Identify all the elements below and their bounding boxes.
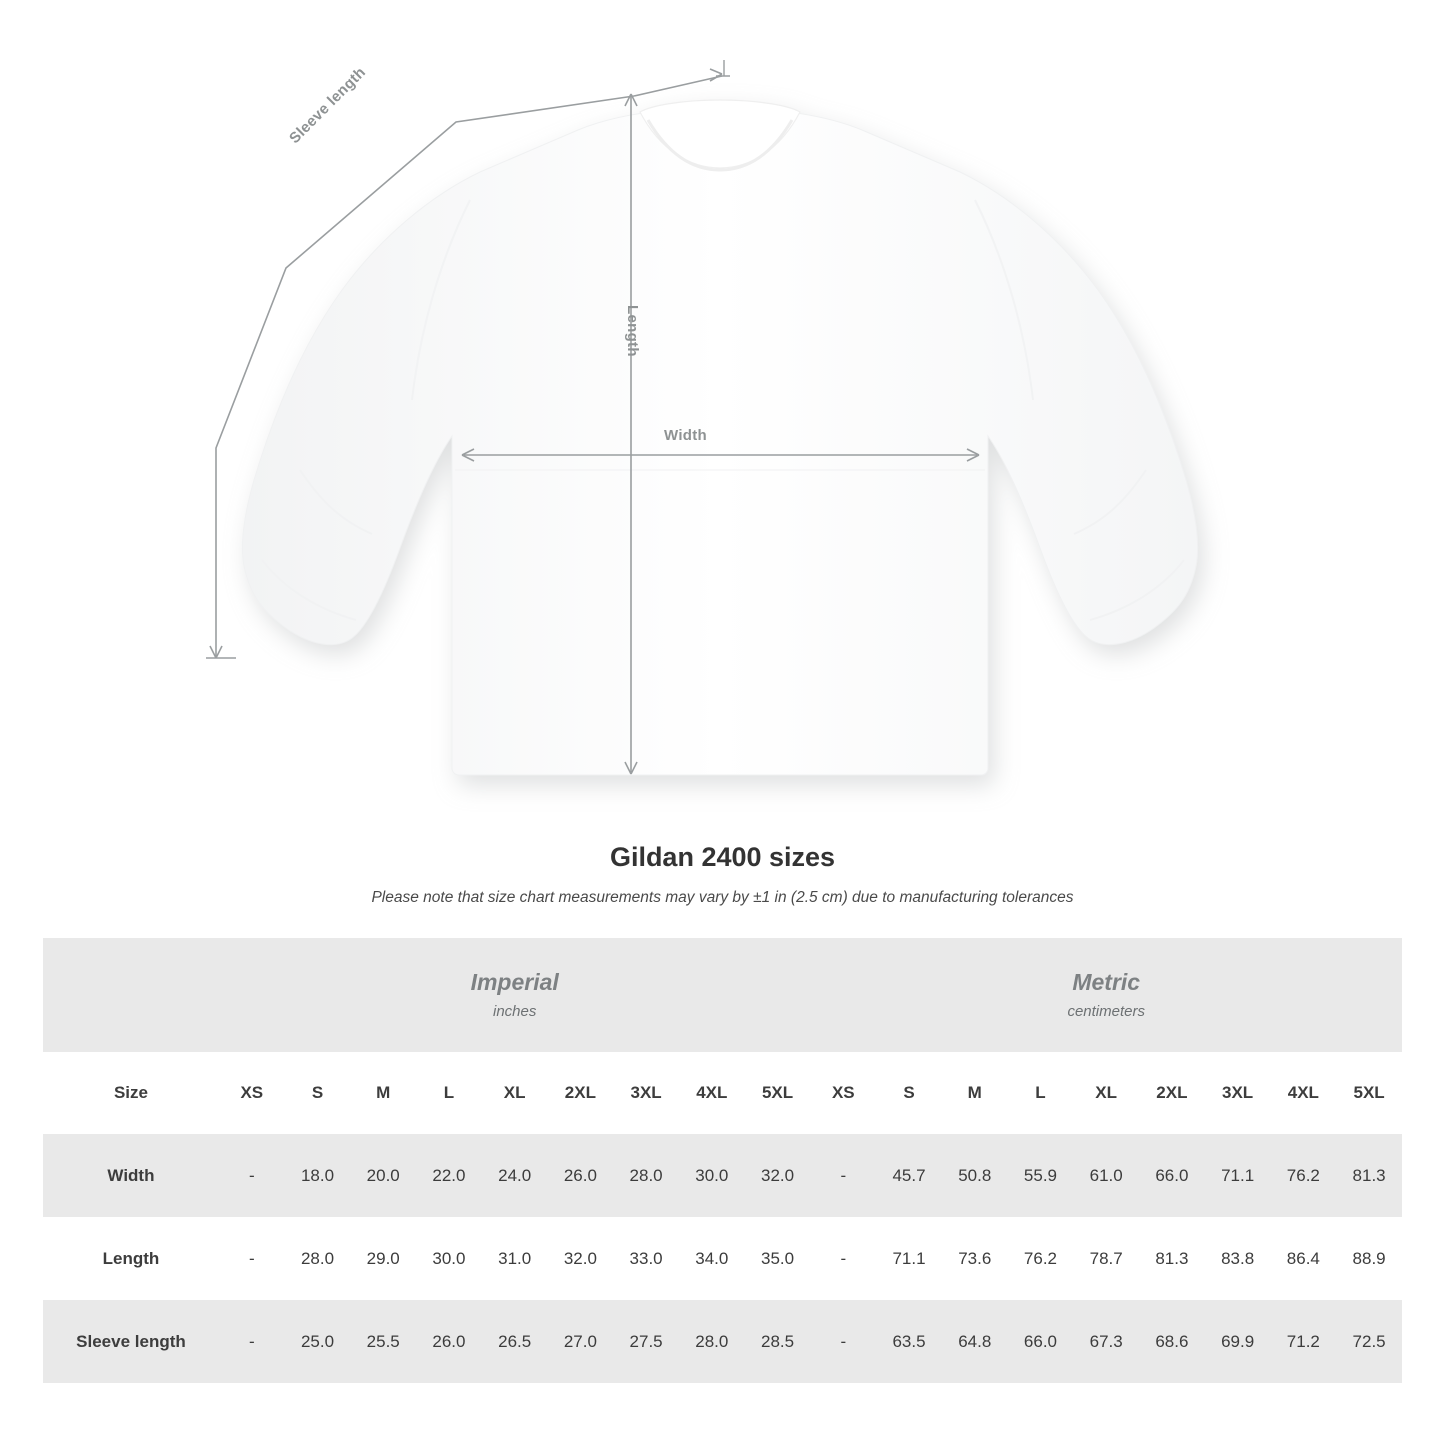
cell-length-metric-4xl: 86.4 [1270,1217,1336,1300]
cell-sleeve-metric-l: 66.0 [1008,1300,1074,1383]
cell-sleeve-metric-s: 63.5 [876,1300,942,1383]
cell-width-metric-2xl: 66.0 [1139,1134,1205,1217]
col-header-imperial-5xl: 5XL [745,1052,811,1134]
col-header-imperial-3xl: 3XL [613,1052,679,1134]
table-row [43,1300,1402,1383]
row-label-length: Length [43,1217,219,1300]
width-label: Width [664,427,708,444]
tolerance-note: Please note that size chart measurements may vary by ±1 in (2.5 cm) due to manufacturing tolerances [371,889,1074,906]
cell-length-imperial-m: 29.0 [350,1217,416,1300]
cell-length-imperial-s: 28.0 [285,1217,351,1300]
cell-length-metric-5xl: 88.9 [1336,1217,1402,1300]
cell-length-imperial-xl: 31.0 [482,1217,548,1300]
cell-sleeve-imperial-2xl: 27.0 [548,1300,614,1383]
cell-sleeve-metric-3xl: 69.9 [1205,1300,1271,1383]
size-header-label: Size [43,1052,219,1134]
cell-length-imperial-3xl: 33.0 [613,1217,679,1300]
cell-length-metric-xl: 78.7 [1073,1217,1139,1300]
cell-width-imperial-2xl: 26.0 [548,1134,614,1217]
cell-width-metric-xs: - [810,1134,876,1217]
cell-width-imperial-xs: - [219,1134,285,1217]
cell-width-metric-s: 45.7 [876,1134,942,1217]
cell-sleeve-imperial-xl: 26.5 [482,1300,548,1383]
col-header-imperial-l: L [416,1052,482,1134]
col-header-imperial-m: M [350,1052,416,1134]
cell-width-metric-4xl: 76.2 [1270,1134,1336,1217]
cell-length-metric-m: 73.6 [942,1217,1008,1300]
cell-length-metric-s: 71.1 [876,1217,942,1300]
cell-width-imperial-xl: 24.0 [482,1134,548,1217]
title-block [0,842,1445,907]
cell-length-metric-xs: - [810,1217,876,1300]
metric-name: Metric [1072,969,1141,996]
size-table-wrapper [43,938,1402,1383]
table-row [43,1134,1402,1217]
cell-width-metric-xl: 61.0 [1073,1134,1139,1217]
unit-header-metric [810,938,1402,1052]
col-header-imperial-s: S [285,1052,351,1134]
row-label-sleeve-length: Sleeve length [43,1300,219,1383]
unit-header-imperial [219,938,811,1052]
col-header-metric-s: S [876,1052,942,1134]
cell-length-imperial-2xl: 32.0 [548,1217,614,1300]
length-label: Length [624,305,641,357]
shirt-shape [242,100,1197,775]
cell-sleeve-metric-xl: 67.3 [1073,1300,1139,1383]
imperial-sub: inches [493,1002,537,1020]
col-header-imperial-xl: XL [482,1052,548,1134]
cell-width-imperial-3xl: 28.0 [613,1134,679,1217]
cell-sleeve-imperial-5xl: 28.5 [745,1300,811,1383]
col-header-imperial-2xl: 2XL [548,1052,614,1134]
col-header-metric-5xl: 5XL [1336,1052,1402,1134]
imperial-name: Imperial [470,969,559,996]
cell-width-metric-m: 50.8 [942,1134,1008,1217]
cell-length-metric-l: 76.2 [1008,1217,1074,1300]
cell-sleeve-imperial-3xl: 27.5 [613,1300,679,1383]
table-row [43,1217,1402,1300]
col-header-metric-4xl: 4XL [1270,1052,1336,1134]
cell-length-metric-3xl: 83.8 [1205,1217,1271,1300]
cell-width-imperial-l: 22.0 [416,1134,482,1217]
cell-width-metric-l: 55.9 [1008,1134,1074,1217]
col-header-metric-l: L [1008,1052,1074,1134]
unit-header-row [43,938,1402,1052]
cell-sleeve-imperial-l: 26.0 [416,1300,482,1383]
cell-length-imperial-5xl: 35.0 [745,1217,811,1300]
col-header-metric-2xl: 2XL [1139,1052,1205,1134]
col-header-imperial-xs: XS [219,1052,285,1134]
cell-sleeve-metric-2xl: 68.6 [1139,1300,1205,1383]
col-header-metric-m: M [942,1052,1008,1134]
col-header-metric-xl: XL [1073,1052,1139,1134]
cell-sleeve-metric-m: 64.8 [942,1300,1008,1383]
col-header-imperial-4xl: 4XL [679,1052,745,1134]
cell-width-imperial-s: 18.0 [285,1134,351,1217]
cell-length-imperial-xs: - [219,1217,285,1300]
row-label-width: Width [43,1134,219,1217]
sleeve-length-label: Sleeve length [286,63,370,148]
size-table [43,938,1402,1383]
cell-width-imperial-m: 20.0 [350,1134,416,1217]
cell-length-imperial-l: 30.0 [416,1217,482,1300]
cell-sleeve-metric-xs: - [810,1300,876,1383]
cell-sleeve-imperial-xs: - [219,1300,285,1383]
col-header-metric-xs: XS [810,1052,876,1134]
cell-width-metric-3xl: 71.1 [1205,1134,1271,1217]
cell-width-metric-5xl: 81.3 [1336,1134,1402,1217]
cell-width-imperial-5xl: 32.0 [745,1134,811,1217]
cell-length-metric-2xl: 81.3 [1139,1217,1205,1300]
cell-sleeve-metric-5xl: 72.5 [1336,1300,1402,1383]
cell-sleeve-imperial-m: 25.5 [350,1300,416,1383]
cell-width-imperial-4xl: 30.0 [679,1134,745,1217]
cell-sleeve-imperial-s: 25.0 [285,1300,351,1383]
col-header-metric-3xl: 3XL [1205,1052,1271,1134]
cell-sleeve-metric-4xl: 71.2 [1270,1300,1336,1383]
cell-sleeve-imperial-4xl: 28.0 [679,1300,745,1383]
unit-header-spacer [43,938,219,1052]
page-title: Gildan 2400 sizes [609,842,836,872]
cell-length-imperial-4xl: 34.0 [679,1217,745,1300]
size-header-row [43,1052,1402,1134]
metric-sub: centimeters [1067,1002,1145,1020]
